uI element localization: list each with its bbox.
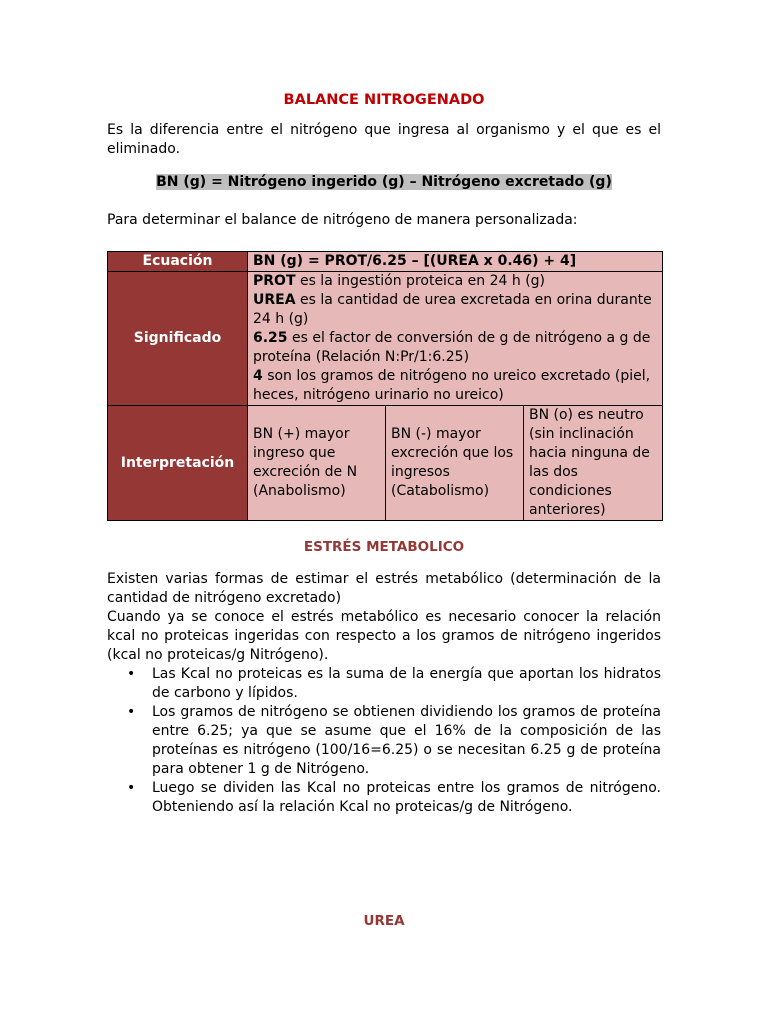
bullet-icon: •: [127, 666, 136, 682]
section-heading-urea: UREA: [363, 913, 405, 929]
list-item: • Los gramos de nitrógeno se obtienen dividiendo los gramos de proteína entre 6.25; ya que se asume que el 16% de la composición de las proteínas es nitrógeno (100/16=6.25) o se necesitan 6.25 g de proteína para obtener 1 g de Nitrógeno.: [127, 704, 661, 777]
ecuacion-value: BN (g) = PROT/6.25 – [(UREA x 0.46) + 4]: [248, 252, 663, 272]
significado-item: 6.25 es el factor de conversión de g de nitrógeno a g de proteína (Relación N:Pr/1:6.25): [253, 330, 651, 365]
section-heading-estres: ESTRÉS METABOLICO: [303, 539, 465, 555]
lead-paragraph: Para determinar el balance de nitrógeno de manera personalizada:: [107, 212, 578, 228]
significado-label: Significado: [108, 272, 248, 406]
interpretacion-neutral: BN (o) es neutro (sin inclinación hacia ninguna de las dos condiciones anteriores): [524, 406, 663, 521]
interpretacion-label: Interpretación: [108, 406, 248, 521]
list-item: • Las Kcal no proteicas es la suma de la energía que aportan los hidratos de carbono y lípidos.: [127, 666, 661, 701]
page-title: BALANCE NITROGENADO: [283, 92, 485, 108]
significado-item: PROT es la ingestión proteica en 24 h (g): [253, 273, 546, 289]
bullet-list: [107, 665, 661, 817]
significado-item: 4 son los gramos de nitrógeno no ureico excretado (piel, heces, nitrógeno urinario no ureico): [253, 368, 651, 403]
interpretacion-negative: BN (-) mayor excreción que los ingresos (Catabolismo): [386, 406, 524, 521]
formula-text: BN (g) = Nitrógeno ingerido (g) – Nitrógeno excretado (g): [156, 174, 612, 190]
intro-paragraph: Es la diferencia entre el nitrógeno que ingresa al organismo y el que es el eliminado.: [107, 122, 661, 157]
significado-item: UREA es la cantidad de urea excretada en orina durante 24 h (g): [253, 292, 652, 327]
table-row-significado: [108, 272, 663, 406]
bullet-icon: •: [127, 704, 136, 720]
formula-line: [0, 173, 768, 192]
list-item: • Luego se dividen las Kcal no proteicas entre los gramos de nitrógeno. Obteniendo así la relación Kcal no proteicas/g de Nitrógeno.: [127, 780, 661, 815]
table-row-ecuacion: [108, 252, 663, 272]
paragraph-estres-1: Existen varias formas de estimar el estrés metabólico (determinación de la cantidad de nitrógeno excretado): [107, 571, 661, 606]
table-row-interpretacion: [108, 406, 663, 521]
interpretacion-positive: BN (+) mayor ingreso que excreción de N (Anabolismo): [248, 406, 386, 521]
significado-cell: [248, 272, 663, 406]
nitrogen-balance-table: [107, 251, 663, 521]
body-text-block: [107, 570, 661, 817]
ecuacion-label: Ecuación: [108, 252, 248, 272]
bullet-icon: •: [127, 780, 136, 796]
paragraph-estres-2: Cuando ya se conoce el estrés metabólico es necesario conocer la relación kcal no proteicas ingeridas con respecto a los gramos de nitrógeno ingeridos (kcal no proteicas/g Nitrógeno).: [107, 609, 661, 663]
